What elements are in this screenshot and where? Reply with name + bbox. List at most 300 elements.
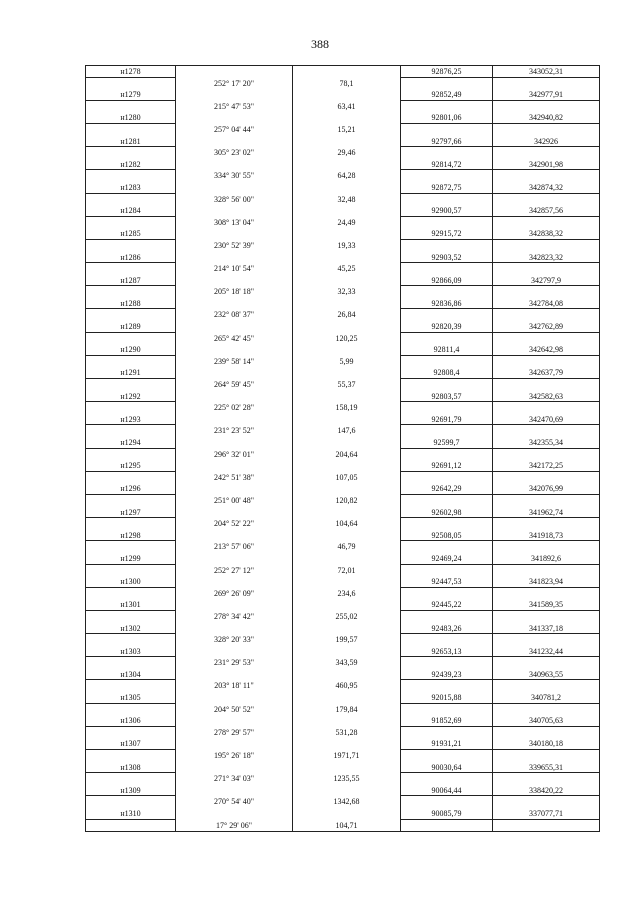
empty-cell: [293, 89, 401, 101]
empty-cell: [493, 588, 599, 600]
point-name: н1278: [86, 66, 176, 78]
empty-cell: [293, 669, 401, 681]
empty-cell: [176, 483, 293, 495]
coord-y: 343052,31: [493, 66, 599, 78]
empty-cell: [176, 112, 293, 124]
empty-cell: [176, 507, 293, 519]
direction-angle: 231° 29' 53": [176, 657, 293, 669]
coord-y: 341337,18: [493, 623, 599, 635]
point-row: [86, 275, 599, 287]
empty-cell: [401, 773, 493, 785]
coord-x: 92866,09: [401, 275, 493, 287]
empty-cell: [493, 101, 599, 113]
segment-length: 24,49: [293, 217, 401, 229]
coord-x: 92903,52: [401, 252, 493, 264]
segment-row: [86, 402, 599, 414]
point-name: н1308: [86, 762, 176, 774]
empty-cell: [401, 333, 493, 345]
point-name: н1295: [86, 460, 176, 472]
segment-row: [86, 170, 599, 182]
empty-cell: [401, 518, 493, 530]
coord-x: 90030,64: [401, 762, 493, 774]
segment-length: 19,33: [293, 240, 401, 252]
segment-length: 78,1: [293, 78, 401, 90]
empty-cell: [293, 159, 401, 171]
point-row: [86, 437, 599, 449]
empty-cell: [176, 298, 293, 310]
empty-cell: [86, 680, 176, 692]
coord-y: 341589,35: [493, 599, 599, 611]
segment-row: [86, 309, 599, 321]
empty-cell: [176, 367, 293, 379]
point-name: н1287: [86, 275, 176, 287]
coord-x: 92602,98: [401, 507, 493, 519]
empty-cell: [86, 333, 176, 345]
empty-cell: [86, 402, 176, 414]
empty-cell: [176, 669, 293, 681]
coord-x: 91852,69: [401, 715, 493, 727]
coord-y: 339655,31: [493, 762, 599, 774]
direction-angle: 232° 08' 37": [176, 309, 293, 321]
empty-cell: [293, 344, 401, 356]
segment-length: 104,64: [293, 518, 401, 530]
coord-y: 342470,69: [493, 414, 599, 426]
point-row: [86, 483, 599, 495]
empty-cell: [493, 78, 599, 90]
point-name: н1281: [86, 136, 176, 148]
point-name: н1292: [86, 391, 176, 403]
direction-angle: 265° 42' 45": [176, 333, 293, 345]
segment-length: 55,37: [293, 379, 401, 391]
empty-cell: [176, 182, 293, 194]
segment-length: 120,25: [293, 333, 401, 345]
empty-cell: [401, 565, 493, 577]
empty-cell: [86, 356, 176, 368]
empty-cell: [493, 565, 599, 577]
point-row: [86, 414, 599, 426]
direction-angle: 278° 34' 42": [176, 611, 293, 623]
empty-cell: [401, 356, 493, 368]
coord-y: 342977,91: [493, 89, 599, 101]
point-row: [86, 785, 599, 797]
empty-cell: [176, 738, 293, 750]
empty-cell: [86, 240, 176, 252]
direction-angle: 328° 56' 00": [176, 194, 293, 206]
empty-cell: [176, 646, 293, 658]
empty-cell: [293, 483, 401, 495]
segment-row: [86, 680, 599, 692]
direction-angle: 242° 51' 38": [176, 472, 293, 484]
empty-cell: [493, 495, 599, 507]
segment-row: [86, 425, 599, 437]
direction-angle: 264° 59' 45": [176, 379, 293, 391]
coord-x: 92797,66: [401, 136, 493, 148]
point-name: н1299: [86, 553, 176, 565]
empty-cell: [176, 530, 293, 542]
direction-angle: 328° 20' 33": [176, 634, 293, 646]
point-name: н1305: [86, 692, 176, 704]
segment-length: 26,84: [293, 309, 401, 321]
empty-cell: [401, 78, 493, 90]
empty-cell: [86, 425, 176, 437]
point-name: н1279: [86, 89, 176, 101]
direction-angle: 225° 02' 28": [176, 402, 293, 414]
segment-row: [86, 379, 599, 391]
point-row: [86, 66, 599, 78]
segment-row: [86, 286, 599, 298]
segment-row: [86, 495, 599, 507]
empty-cell: [493, 750, 599, 762]
empty-cell: [176, 252, 293, 264]
empty-cell: [493, 541, 599, 553]
segment-length: 179,84: [293, 704, 401, 716]
empty-cell: [401, 379, 493, 391]
segment-row: [86, 263, 599, 275]
point-row: [86, 530, 599, 542]
segment-length: 64,28: [293, 170, 401, 182]
point-row: [86, 623, 599, 635]
empty-cell: [401, 611, 493, 623]
empty-cell: [176, 623, 293, 635]
coord-x: 92483,26: [401, 623, 493, 635]
point-name: н1284: [86, 205, 176, 217]
empty-cell: [493, 727, 599, 739]
empty-cell: [401, 820, 493, 832]
coord-y: 342076,99: [493, 483, 599, 495]
coord-y: 341232,44: [493, 646, 599, 658]
segment-row: [86, 449, 599, 461]
empty-cell: [86, 170, 176, 182]
empty-cell: [86, 263, 176, 275]
segment-length: 15,21: [293, 124, 401, 136]
empty-cell: [293, 692, 401, 704]
segment-row: [86, 101, 599, 113]
empty-cell: [86, 541, 176, 553]
empty-cell: [86, 309, 176, 321]
direction-angle: 205° 18' 18": [176, 286, 293, 298]
coord-y: 342874,32: [493, 182, 599, 194]
empty-cell: [176, 391, 293, 403]
empty-cell: [293, 391, 401, 403]
point-row: [86, 298, 599, 310]
segment-row: [86, 750, 599, 762]
point-name: н1282: [86, 159, 176, 171]
direction-angle: 305° 23' 02": [176, 147, 293, 159]
segment-row: [86, 773, 599, 785]
point-row: [86, 321, 599, 333]
coord-x: 92469,24: [401, 553, 493, 565]
empty-cell: [86, 124, 176, 136]
empty-cell: [401, 704, 493, 716]
direction-angle: 278° 29' 57": [176, 727, 293, 739]
empty-cell: [293, 252, 401, 264]
point-row: [86, 646, 599, 658]
empty-cell: [493, 263, 599, 275]
coordinates-table: [85, 65, 600, 832]
empty-cell: [293, 367, 401, 379]
point-row: [86, 391, 599, 403]
direction-angle: 252° 27' 12": [176, 565, 293, 577]
coord-y: 337077,71: [493, 808, 599, 820]
empty-cell: [493, 240, 599, 252]
coord-y: 342838,32: [493, 228, 599, 240]
empty-cell: [176, 344, 293, 356]
direction-angle: 204° 52' 22": [176, 518, 293, 530]
empty-cell: [293, 321, 401, 333]
direction-angle: 215° 47' 53": [176, 101, 293, 113]
point-row: [86, 182, 599, 194]
empty-cell: [293, 715, 401, 727]
coord-y: 341962,74: [493, 507, 599, 519]
point-row: [86, 460, 599, 472]
empty-cell: [293, 112, 401, 124]
segment-length: 5,99: [293, 356, 401, 368]
empty-cell: [401, 147, 493, 159]
segment-length: 63,41: [293, 101, 401, 113]
segment-length: 120,82: [293, 495, 401, 507]
point-name: н1289: [86, 321, 176, 333]
point-row: [86, 344, 599, 356]
point-name: н1290: [86, 344, 176, 356]
segment-length: 158,19: [293, 402, 401, 414]
empty-cell: [401, 634, 493, 646]
empty-cell: [401, 240, 493, 252]
empty-cell: [493, 194, 599, 206]
empty-cell: [401, 680, 493, 692]
coord-x: 92691,12: [401, 460, 493, 472]
empty-cell: [86, 147, 176, 159]
direction-angle: 214° 10' 54": [176, 263, 293, 275]
point-row: [86, 599, 599, 611]
empty-cell: [86, 565, 176, 577]
empty-cell: [293, 599, 401, 611]
empty-cell: [493, 611, 599, 623]
point-name: н1288: [86, 298, 176, 310]
segment-length: 255,02: [293, 611, 401, 623]
coord-y: 342926: [493, 136, 599, 148]
point-name: н1306: [86, 715, 176, 727]
empty-cell: [493, 518, 599, 530]
empty-cell: [86, 101, 176, 113]
empty-cell: [176, 692, 293, 704]
direction-angle: 257° 04' 44": [176, 124, 293, 136]
coord-x: 92653,13: [401, 646, 493, 658]
empty-cell: [293, 275, 401, 287]
segment-length: 460,95: [293, 680, 401, 692]
segment-row: [86, 240, 599, 252]
coord-y: 342823,32: [493, 252, 599, 264]
segment-row: [86, 541, 599, 553]
empty-cell: [401, 170, 493, 182]
coord-x: 92915,72: [401, 228, 493, 240]
point-row: [86, 738, 599, 750]
coord-x: 92015,88: [401, 692, 493, 704]
empty-cell: [86, 796, 176, 808]
empty-cell: [86, 472, 176, 484]
empty-cell: [176, 89, 293, 101]
direction-angle: 252° 17' 20": [176, 78, 293, 90]
coord-y: 342637,79: [493, 367, 599, 379]
empty-cell: [493, 286, 599, 298]
segment-row: [86, 124, 599, 136]
segment-row: [86, 147, 599, 159]
empty-cell: [401, 286, 493, 298]
coord-y: 342797,9: [493, 275, 599, 287]
point-row: [86, 692, 599, 704]
segment-row: [86, 727, 599, 739]
point-name: н1283: [86, 182, 176, 194]
coord-y: 340781,2: [493, 692, 599, 704]
coord-y: 342355,34: [493, 437, 599, 449]
empty-cell: [293, 66, 401, 78]
segment-row: [86, 472, 599, 484]
coord-y: 340963,55: [493, 669, 599, 681]
empty-cell: [176, 414, 293, 426]
segment-length: 32,48: [293, 194, 401, 206]
empty-cell: [401, 402, 493, 414]
coord-x: 92820,39: [401, 321, 493, 333]
empty-cell: [293, 530, 401, 542]
direction-angle: 230° 52' 39": [176, 240, 293, 252]
empty-cell: [86, 773, 176, 785]
point-name: н1297: [86, 507, 176, 519]
point-row: [86, 228, 599, 240]
point-name: н1294: [86, 437, 176, 449]
empty-cell: [401, 425, 493, 437]
segment-row: [86, 78, 599, 90]
empty-cell: [176, 599, 293, 611]
empty-cell: [86, 727, 176, 739]
empty-cell: [401, 541, 493, 553]
point-row: [86, 89, 599, 101]
point-name: н1304: [86, 669, 176, 681]
empty-cell: [293, 205, 401, 217]
empty-cell: [293, 785, 401, 797]
direction-angle: 296° 32' 01": [176, 449, 293, 461]
empty-cell: [493, 333, 599, 345]
segment-row: [86, 333, 599, 345]
empty-cell: [86, 495, 176, 507]
direction-angle: 269° 26' 09": [176, 588, 293, 600]
point-row: [86, 576, 599, 588]
point-name: н1301: [86, 599, 176, 611]
empty-cell: [293, 298, 401, 310]
segment-length: 107,05: [293, 472, 401, 484]
empty-cell: [493, 356, 599, 368]
empty-cell: [176, 159, 293, 171]
direction-angle: 203° 18' 11": [176, 680, 293, 692]
empty-cell: [293, 808, 401, 820]
segment-length: 32,33: [293, 286, 401, 298]
coord-x: 92599,7: [401, 437, 493, 449]
point-name: н1296: [86, 483, 176, 495]
empty-cell: [401, 217, 493, 229]
point-row: [86, 507, 599, 519]
empty-cell: [86, 611, 176, 623]
empty-cell: [176, 460, 293, 472]
point-row: [86, 808, 599, 820]
point-name: н1293: [86, 414, 176, 426]
empty-cell: [493, 796, 599, 808]
point-row: [86, 762, 599, 774]
point-row: [86, 136, 599, 148]
empty-cell: [493, 820, 599, 832]
coord-x: 92876,25: [401, 66, 493, 78]
empty-cell: [401, 472, 493, 484]
empty-cell: [401, 449, 493, 461]
empty-cell: [493, 704, 599, 716]
empty-cell: [493, 217, 599, 229]
point-name: н1302: [86, 623, 176, 635]
direction-angle: 204° 50' 52": [176, 704, 293, 716]
coord-y: 342901,98: [493, 159, 599, 171]
direction-angle: 271° 34' 03": [176, 773, 293, 785]
coord-y: 342784,08: [493, 298, 599, 310]
empty-cell: [293, 136, 401, 148]
coord-y: 340180,18: [493, 738, 599, 750]
empty-cell: [176, 785, 293, 797]
point-row: [86, 205, 599, 217]
direction-angle: 17° 29' 06": [176, 820, 293, 832]
segment-length: 234,6: [293, 588, 401, 600]
coord-x: 92808,4: [401, 367, 493, 379]
coord-x: 92691,79: [401, 414, 493, 426]
empty-cell: [86, 820, 176, 832]
empty-cell: [401, 194, 493, 206]
empty-cell: [176, 228, 293, 240]
segment-length: 531,28: [293, 727, 401, 739]
coord-x: 92447,53: [401, 576, 493, 588]
coord-y: 342857,56: [493, 205, 599, 217]
empty-cell: [401, 124, 493, 136]
empty-cell: [493, 634, 599, 646]
coord-y: 341918,73: [493, 530, 599, 542]
empty-cell: [86, 657, 176, 669]
direction-angle: 334° 30' 55": [176, 170, 293, 182]
point-row: [86, 715, 599, 727]
segment-row: [86, 518, 599, 530]
segment-length: 29,46: [293, 147, 401, 159]
empty-cell: [293, 576, 401, 588]
empty-cell: [401, 263, 493, 275]
coord-y: 342940,82: [493, 112, 599, 124]
direction-angle: 251° 00' 48": [176, 495, 293, 507]
empty-cell: [86, 286, 176, 298]
coord-x: 92900,57: [401, 205, 493, 217]
empty-cell: [293, 414, 401, 426]
segment-row: [86, 194, 599, 206]
empty-cell: [401, 796, 493, 808]
empty-cell: [493, 124, 599, 136]
direction-angle: 270° 54' 40": [176, 796, 293, 808]
empty-cell: [493, 773, 599, 785]
empty-cell: [401, 727, 493, 739]
segment-length: 1235,55: [293, 773, 401, 785]
empty-cell: [86, 78, 176, 90]
empty-cell: [293, 228, 401, 240]
point-name: н1300: [86, 576, 176, 588]
empty-cell: [493, 449, 599, 461]
segment-row: [86, 657, 599, 669]
page-number: 388: [311, 37, 329, 51]
empty-cell: [86, 379, 176, 391]
empty-cell: [86, 217, 176, 229]
coord-x: 92836,86: [401, 298, 493, 310]
segment-row: [86, 796, 599, 808]
segment-length: 199,57: [293, 634, 401, 646]
point-name: н1280: [86, 112, 176, 124]
empty-cell: [293, 553, 401, 565]
